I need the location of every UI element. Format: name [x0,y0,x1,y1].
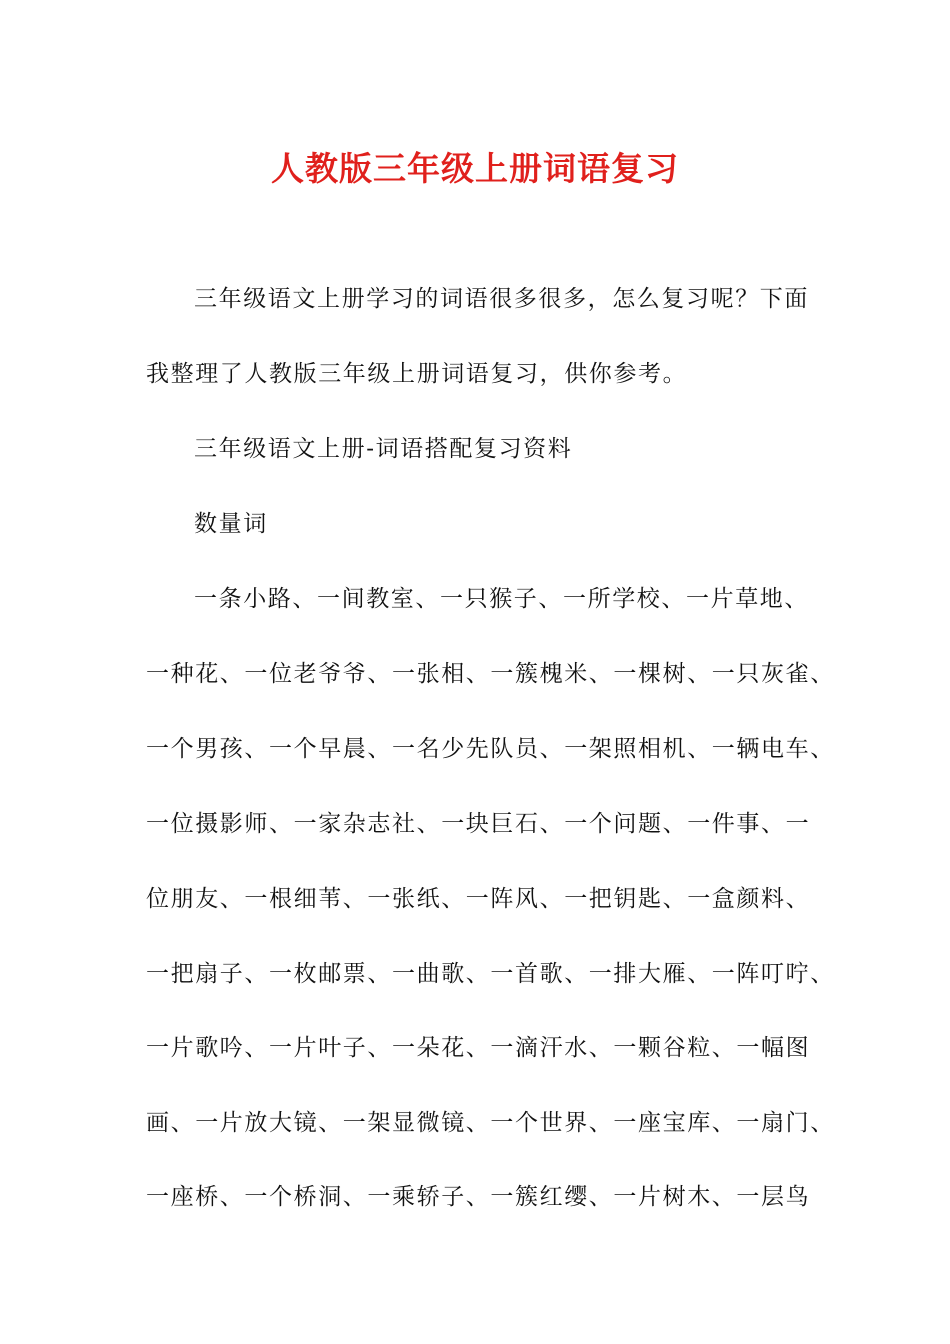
word-list-line: 一把扇子、一枚邮票、一曲歌、一首歌、一排大雁、一阵叮咛、 [146,961,835,987]
word-list-line: 一位摄影师、一家杂志社、一块巨石、一个问题、一件事、一 [146,811,811,837]
word-list-line: 一座桥、一个桥洞、一乘轿子、一簇红缨、一片树木、一层鸟 [146,1184,811,1210]
word-list-line: 一片歌吟、一片叶子、一朵花、一滴汗水、一颗谷粒、一幅图 [146,1035,811,1061]
document-title: 人教版三年级上册词语复习 [271,149,679,188]
paragraph-intro-line-1: 三年级语文上册学习的词语很多很多，怎么复习呢？下面 [194,286,809,312]
word-list-line: 一个男孩、一个早晨、一名少先队员、一架照相机、一辆电车、 [146,736,835,762]
word-list-line: 一种花、一位老爷爷、一张相、一簇槐米、一棵树、一只灰雀、 [146,661,835,687]
section-heading: 三年级语文上册-词语搭配复习资料 [194,436,573,462]
paragraph-intro-line-2: 我整理了人教版三年级上册词语复习，供你参考。 [146,361,688,387]
word-list-line: 位朋友、一根细苇、一张纸、一阵风、一把钥匙、一盒颜料、 [146,886,811,912]
word-list-line: 画、一片放大镜、一架显微镜、一个世界、一座宝库、一扇门、 [146,1110,835,1136]
subsection-heading: 数量词 [194,511,268,537]
word-list-line: 一条小路、一间教室、一只猴子、一所学校、一片草地、 [194,586,809,612]
